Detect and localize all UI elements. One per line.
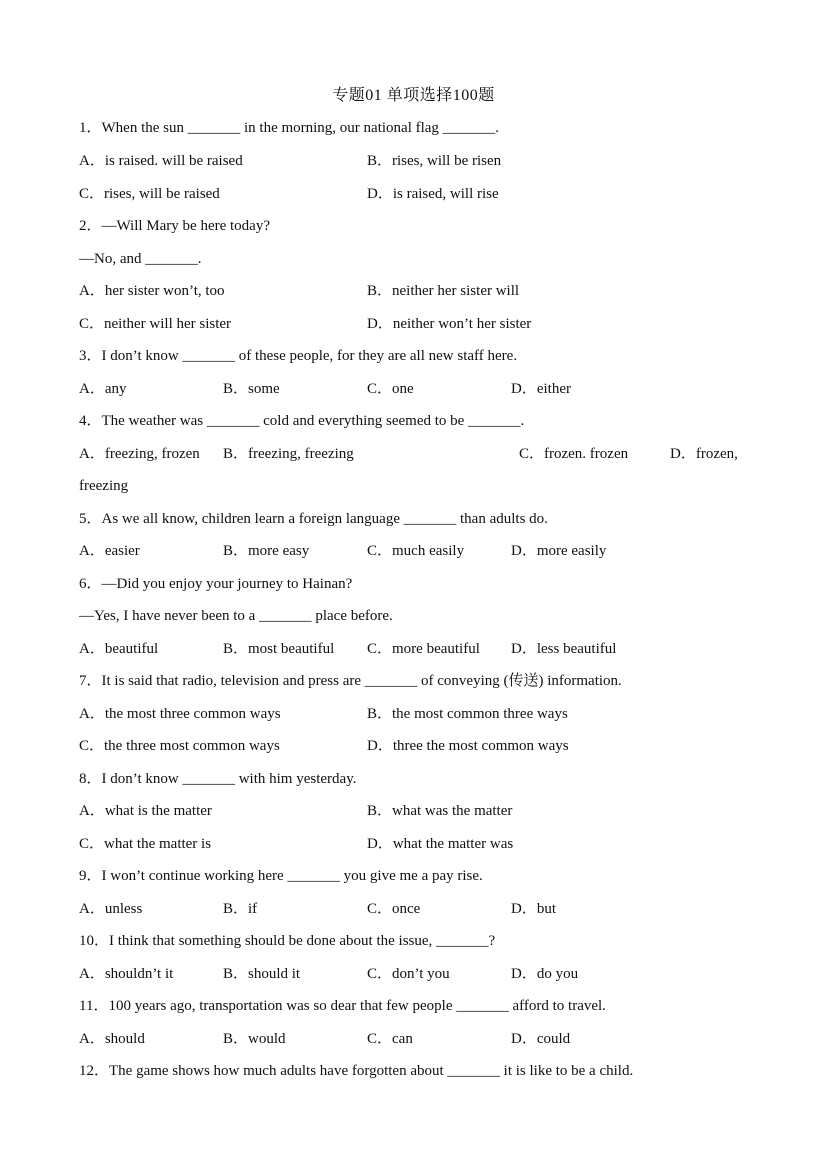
question-9-option-a: A．unless (79, 901, 143, 917)
question-7-option-a: A．the most three common ways (79, 706, 281, 722)
question-10-option-a: A．shouldn’t it (79, 966, 174, 982)
question-1-option-b: B．rises, will be risen (367, 153, 502, 169)
question-5-option-d: D．more easily (511, 543, 607, 559)
question-4-option-b: B．freezing, freezing (223, 446, 354, 462)
question-10-stem: 10．I think that something should be done about the issue, _______? (79, 933, 496, 949)
question-2-option-a: A．her sister won’t, too (79, 283, 225, 299)
question-11-option-b: B．would (223, 1031, 286, 1047)
question-4-option-d: D．frozen, (670, 446, 738, 462)
question-2-option-d: D．neither won’t her sister (367, 316, 532, 332)
question-6-option-d: D．less beautiful (511, 641, 617, 657)
question-1-stem: 1．When the sun _______ in the morning, our national flag _______. (79, 120, 499, 136)
question-7-stem: 7．It is said that radio, television and press are _______ of conveying (传送) information. (79, 673, 622, 689)
question-2-option-c: C．neither will her sister (79, 316, 232, 332)
question-5-option-b: B．more easy (223, 543, 310, 559)
question-4-option-a: A．freezing, frozen (79, 446, 200, 462)
question-3-option-a: A．any (79, 381, 127, 397)
question-10-option-b: B．should it (223, 966, 301, 982)
question-1-option-d: D．is raised, will rise (367, 186, 499, 202)
question-10-option-c: C．don’t you (367, 966, 450, 982)
question-8-stem: 8．I don’t know _______ with him yesterday. (79, 771, 357, 787)
question-7-option-c: C．the three most common ways (79, 738, 280, 754)
question-6-option-c: C．more beautiful (367, 641, 480, 657)
question-8-option-c: C．what the matter is (79, 836, 212, 852)
question-6-option-a: A．beautiful (79, 641, 159, 657)
question-11-option-c: C．can (367, 1031, 413, 1047)
question-12-stem: 12．The game shows how much adults have forgotten about _______ it is like to be a child. (79, 1063, 634, 1079)
question-11-stem: 11．100 years ago, transportation was so dear that few people _______ afford to travel. (79, 998, 606, 1014)
question-4-option-d-continued: freezing (79, 478, 129, 494)
question-9-stem: 9．I won’t continue working here _______ you give me a pay rise. (79, 868, 483, 884)
question-2-stem: 2．—Will Mary be here today? (79, 218, 271, 234)
question-3-option-b: B．some (223, 381, 280, 397)
question-2-stem-reply: —No, and _______. (79, 251, 202, 267)
question-9-option-d: D．but (511, 901, 557, 917)
question-11-option-a: A．should (79, 1031, 145, 1047)
question-6-stem-reply: —Yes, I have never been to a _______ place before. (79, 608, 393, 624)
question-3-stem: 3．I don’t know _______ of these people, for they are all new staff here. (79, 348, 518, 364)
page-title: 专题01 单项选择100题 (332, 87, 495, 104)
question-10-option-d: D．do you (511, 966, 579, 982)
question-5-stem: 5．As we all know, children learn a foreign language _______ than adults do. (79, 511, 548, 527)
question-9-option-b: B．if (223, 901, 258, 917)
question-11-option-d: D．could (511, 1031, 571, 1047)
question-8-option-b: B．what was the matter (367, 803, 513, 819)
question-4-option-c: C．frozen. frozen (519, 446, 629, 462)
question-2-option-b: B．neither her sister will (367, 283, 520, 299)
question-6-stem: 6．—Did you enjoy your journey to Hainan? (79, 576, 353, 592)
question-4-stem: 4．The weather was _______ cold and everything seemed to be _______. (79, 413, 525, 429)
question-3-option-c: C．one (367, 381, 414, 397)
question-5-option-a: A．easier (79, 543, 140, 559)
question-3-option-d: D．either (511, 381, 571, 397)
question-5-option-c: C．much easily (367, 543, 465, 559)
question-9-option-c: C．once (367, 901, 421, 917)
question-6-option-b: B．most beautiful (223, 641, 335, 657)
question-1-option-c: C．rises, will be raised (79, 186, 220, 202)
question-7-option-d: D．three the most common ways (367, 738, 569, 754)
question-1-option-a: A．is raised. will be raised (79, 153, 243, 169)
question-8-option-a: A．what is the matter (79, 803, 212, 819)
question-8-option-d: D．what the matter was (367, 836, 514, 852)
question-7-option-b: B．the most common three ways (367, 706, 568, 722)
